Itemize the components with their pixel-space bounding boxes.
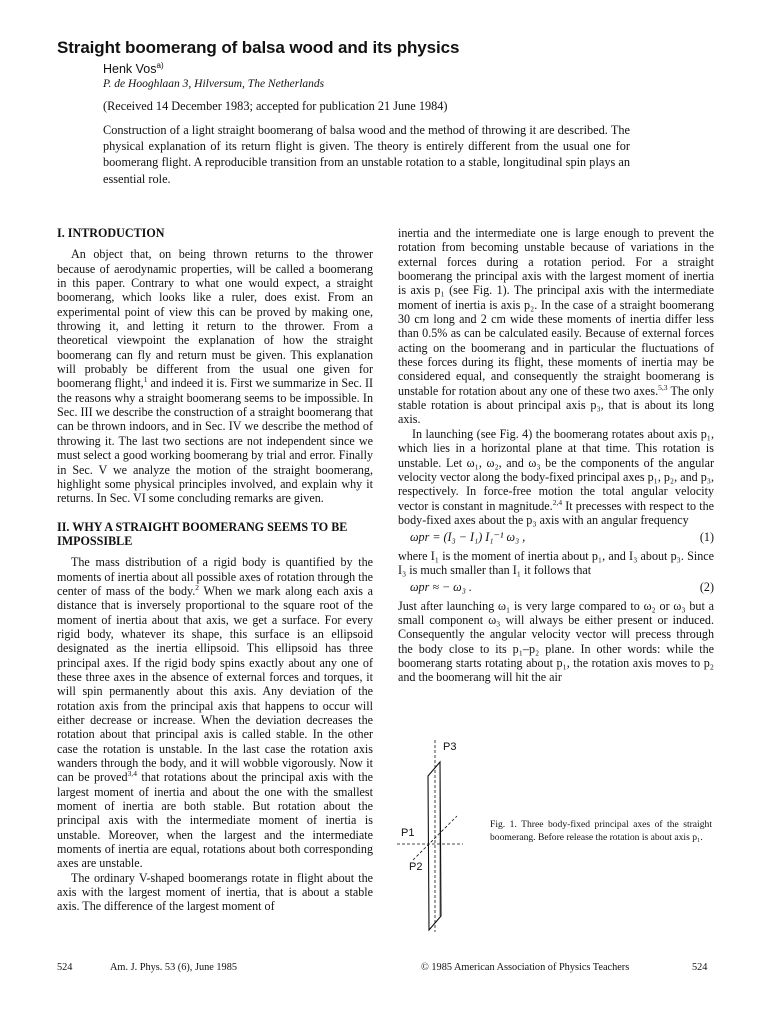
author-name: Henk Vos bbox=[103, 62, 157, 76]
section2-paragraph-2: The ordinary V-shaped boomerangs rotate in flight about the axis with the largest moment of inertia, that is about a stable axis. The difference of the largest moment of bbox=[57, 870, 373, 914]
label-p3: P3 bbox=[443, 741, 457, 753]
launching-paragraph: In launching (see Fig. 4) the boomerang rotates about axis p₁, which lies in a horizontal plane at that time. This rotation is unstable. Let ω₁, ω₂, and ω₃ be the components of the angular velocity vector along the body-fixed principal axes p₁, p₂, and p₃, respectively. In force-free motion the total angular velocity vector is constant in magnitude.$^{2,4}$ It precesses with respect to the body-fixed axes about the p₃ axis with an angular frequency bbox=[398, 426, 714, 527]
affiliation: P. de Hooghlaan 3, Hilversum, The Netherlands bbox=[103, 78, 325, 90]
continued-paragraph: inertia and the intermediate one is large enough to prevent the rotation from becoming unstable because of variations in the external forces during a rotation period. For a straight boomerang the principal axis with the largest moment of inertia is axis p₁ (see Fig. 1). The principal axis with the intermediate moment of inertia is axis p₂. In the case of a straight boomerang 30 cm long and 2 cm wide these moments of inertia differ less than 0.5% as can be calculated easily. Because of external forces acting on the boomerang and in particular the fluctuations of these forces during its flight, these moments of inertia may be considered equal, and consequently the straight boomerang is unstable for rotation about any one of these two axes.$^{5,3}$ The only stable rotation is about principal axis p₃, that is about its long axis. bbox=[398, 226, 714, 427]
boomerang-axes-figure bbox=[395, 732, 485, 932]
precession-paragraph: Just after launching ω₁ is very large compared to ω₂ or ω₃ but a small component ω₃ will always be either present or induced. Consequently the angular velocity vector will precess through the body close to its p₁–p₂ plane. In other words: while the boomerang starts rotating about p₁, the rotation axis moves to p₂ and the boomerang will hit the air bbox=[398, 598, 714, 685]
figure-caption: Fig. 1. Three body-fixed principal axes of the straight boomerang. Before release the rotation is about axis p₁. bbox=[490, 819, 712, 843]
intro-paragraph: An object that, on being thrown returns to the thrower because of aerodynamic properties, will be called a boomerang in this paper. Contrary to what one would expect, a straight boomerang, which looks like a ruler, does exist. From an experimental point of view this can be proved by making one, throwing it, and letting it return to the thrower. From a theoretical viewpoint the explanation of how the straight boomerang can fly and return must be given. This explanation will probably be different from the usual one given for boomerang flight,$^1$ and indeed it is. First we summarize in Sec. II the reasons why a straight boomerang seems to be impossible. In Sec. III we describe the construction of a straight boomerang that can be thrown indoors, and in Sec. IV we describe the method of throwing it. The last two sections are not independent since we must select a good working boomerang by trial and error. Finally in Sec. V we analyze the motion of the straight boomerang, highlight some physical principles involved, and explain why it returns. In Sec. VI some concluding remarks are given. bbox=[57, 247, 374, 506]
equation-explanation: where I₁ is the moment of inertia about p₁, and I₃ about p₃. Since I₃ is much smaller than I₁ it follows that bbox=[398, 548, 714, 577]
label-p1: P1 bbox=[401, 827, 415, 839]
section-heading-impossible: II. WHY A STRAIGHT BOOMERANG SEEMS TO BE IMPOSSIBLE bbox=[57, 519, 348, 548]
section-heading-introduction: I. INTRODUCTION bbox=[57, 226, 165, 240]
paper-title: Straight boomerang of balsa wood and its physics bbox=[57, 38, 460, 57]
received-date: (Received 14 December 1983; accepted for publication 21 June 1984) bbox=[103, 99, 448, 113]
left-column bbox=[57, 226, 373, 914]
equation-2: ωpr ≈ − ω₃ . (2) bbox=[410, 580, 714, 595]
abstract: Construction of a light straight boomerang of balsa wood and the method of throwing it are described. The physical explanation of its return flight is given. The theory is entirely different from the usual one for boomerang flight. A reproducible transition from an unstable rotation to a stable, longitudinal spin plays an essential role. bbox=[103, 123, 630, 186]
equation-1: ωpr = (I₃ − I₁) I₁⁻¹ ω₃ , (1) bbox=[410, 530, 714, 545]
right-column bbox=[398, 226, 714, 685]
section2-paragraph-1: The mass distribution of a rigid body is quantified by the moments of inertia about all possible axes of rotation through the center of mass of the body.$^2$ When we mark along each axis a distance that is inversely proportional to the square root of the moment of inertia about that axis, we get a surface. For every rigid body, whatever its shape, this surface is an ellipsoid designated as the inertia ellipsoid. This ellipsoid has three principal axes. If the rigid body spins exactly about any one of these three axes in the absence of external forces and torques, it will spin permanently about this axis. Any deviation of the rotation axis from the principal axis that happens to occur will either decrease or increase. When the deviation decreases the rotation about that principal axis is called stable. In the other case the rotation is unstable. In the last case the rotation axis wanders through the body, and it will wobble vigorously. Now it can be proved$^{3,4}$ that rotations about the principal axis with the largest moment of inertia and about the one with the smallest moment of inertia are both stable. But rotation about the principal axis with the intermediate moment of inertia is unstable. Moreover, when the largest and the intermediate moments of inertia are equal, rotations about both corresponding axes are unstable. bbox=[57, 555, 374, 871]
boomerang-body bbox=[428, 762, 441, 930]
copyright-notice: © 1985 American Association of Physics Teachers bbox=[421, 962, 630, 973]
journal-citation: Am. J. Phys. 53 (6), June 1985 bbox=[110, 962, 237, 973]
page-number-right: 524 bbox=[692, 962, 708, 973]
author-line bbox=[103, 62, 164, 76]
page-number-left: 524 bbox=[57, 962, 73, 973]
author-note: a) bbox=[156, 60, 164, 70]
label-p2: P2 bbox=[409, 861, 423, 873]
